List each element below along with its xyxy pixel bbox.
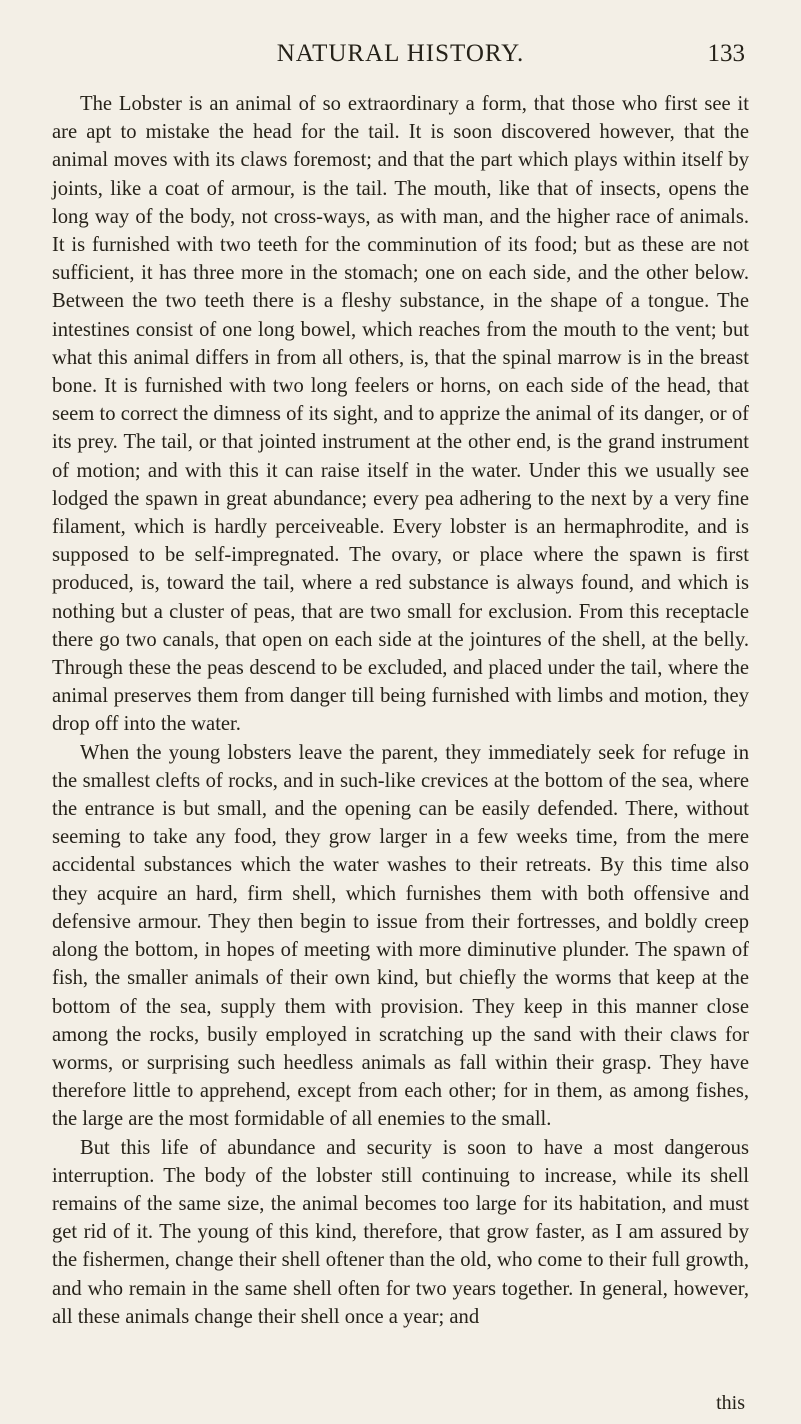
paragraph-lobster-anatomy: The Lobster is an animal of so extraordinary a form, that those who first see it are apt to mistake the head for the tail. It is soon discovered however, that the animal moves with its claws foremost; and that the part which plays within itself by joints, like a coat of armour, is the tail. The mouth, like that of insects, opens the long way of the body, not cross-ways, as with man, and the higher race of animals. It is furnished with two teeth for the comminution of its food; but as these are not sufficient, it has three more in the stomach; one on each side, and the other below. Between the two teeth there is a fleshy substance, in the shape of a tongue. The intestines consist of one long bowel, which reaches from the mouth to the vent; but what this animal differs in from all others, is, that the spinal marrow is in the breast bone. It is furnished with two long feelers or horns, on each side of the head, that seem to correct the dimness of its sight, and to apprize the animal of its danger, or of its prey. The tail, or that jointed instrument at the other end, is the grand instrument of motion; and with this it can raise itself in the water. Under this we usually see lodged the spawn in great abundance; every pea adhering to the next by a very fine filament, which is hardly perceiveable. Every lobster is an hermaphrodite, and is supposed to be self-impregnated. The ovary, or place where the spawn is first produced, is, toward the tail, where a red substance is always found, and which is nothing but a cluster of peas, that are two small for exclusion. From this receptacle there go two canals, that open on each side at the jointures of the shell, at the belly. Through these the peas descend to be excluded, and placed under the tail, where the animal preserves them from danger till being furnished with limbs and motion, they drop off into the water. — [52, 93, 749, 736]
running-head: NATURAL HISTORY. — [276, 40, 525, 67]
page-header — [52, 36, 749, 80]
page-number: 133 — [707, 40, 745, 67]
paragraph-shell-change: But this life of abundance and security is soon to have a most dangerous interruption. The body of the lobster still continuing to increase, while its shell remains of the same size, the animal becomes too large for its habitation, and must get rid of it. The young of this kind, therefore, that grow faster, as I am assured by the fishermen, change their shell oftener than the old, who come to their full growth, and who remain in the same shell often for two years together. In general, however, all these animals change their shell once a year; and — [52, 1136, 749, 1328]
body-text — [52, 90, 749, 1331]
paragraph-young-lobsters: When the young lobsters leave the parent, they immediately seek for refuge in the smallest clefts of rocks, and in such-like crevices at the bottom of the sea, where the entrance is but small, and the opening can be easily defended. There, without seeming to take any food, they grow larger in a few weeks time, from the mere accidental substances which the water washes to their retreats. By this time also they acquire an hard, firm shell, which furnishes them with both offensive and defensive armour. They then begin to issue from their fortresses, and boldly creep along the bottom, in hopes of meeting with more diminutive plunder. The spawn of fish, the smaller animals of their own kind, but chiefly the worms that keep at the bottom of the sea, supply them with provision. They keep in this manner close among the rocks, busily employed in scratching up the sand with their claws for worms, or surprising such heedless animals as fall within their grasp. They have therefore little to apprehend, except from each other; for in them, as among fishes, the large are the most formidable of all enemies to the small. — [52, 741, 749, 1131]
catchword: this — [716, 1392, 745, 1414]
